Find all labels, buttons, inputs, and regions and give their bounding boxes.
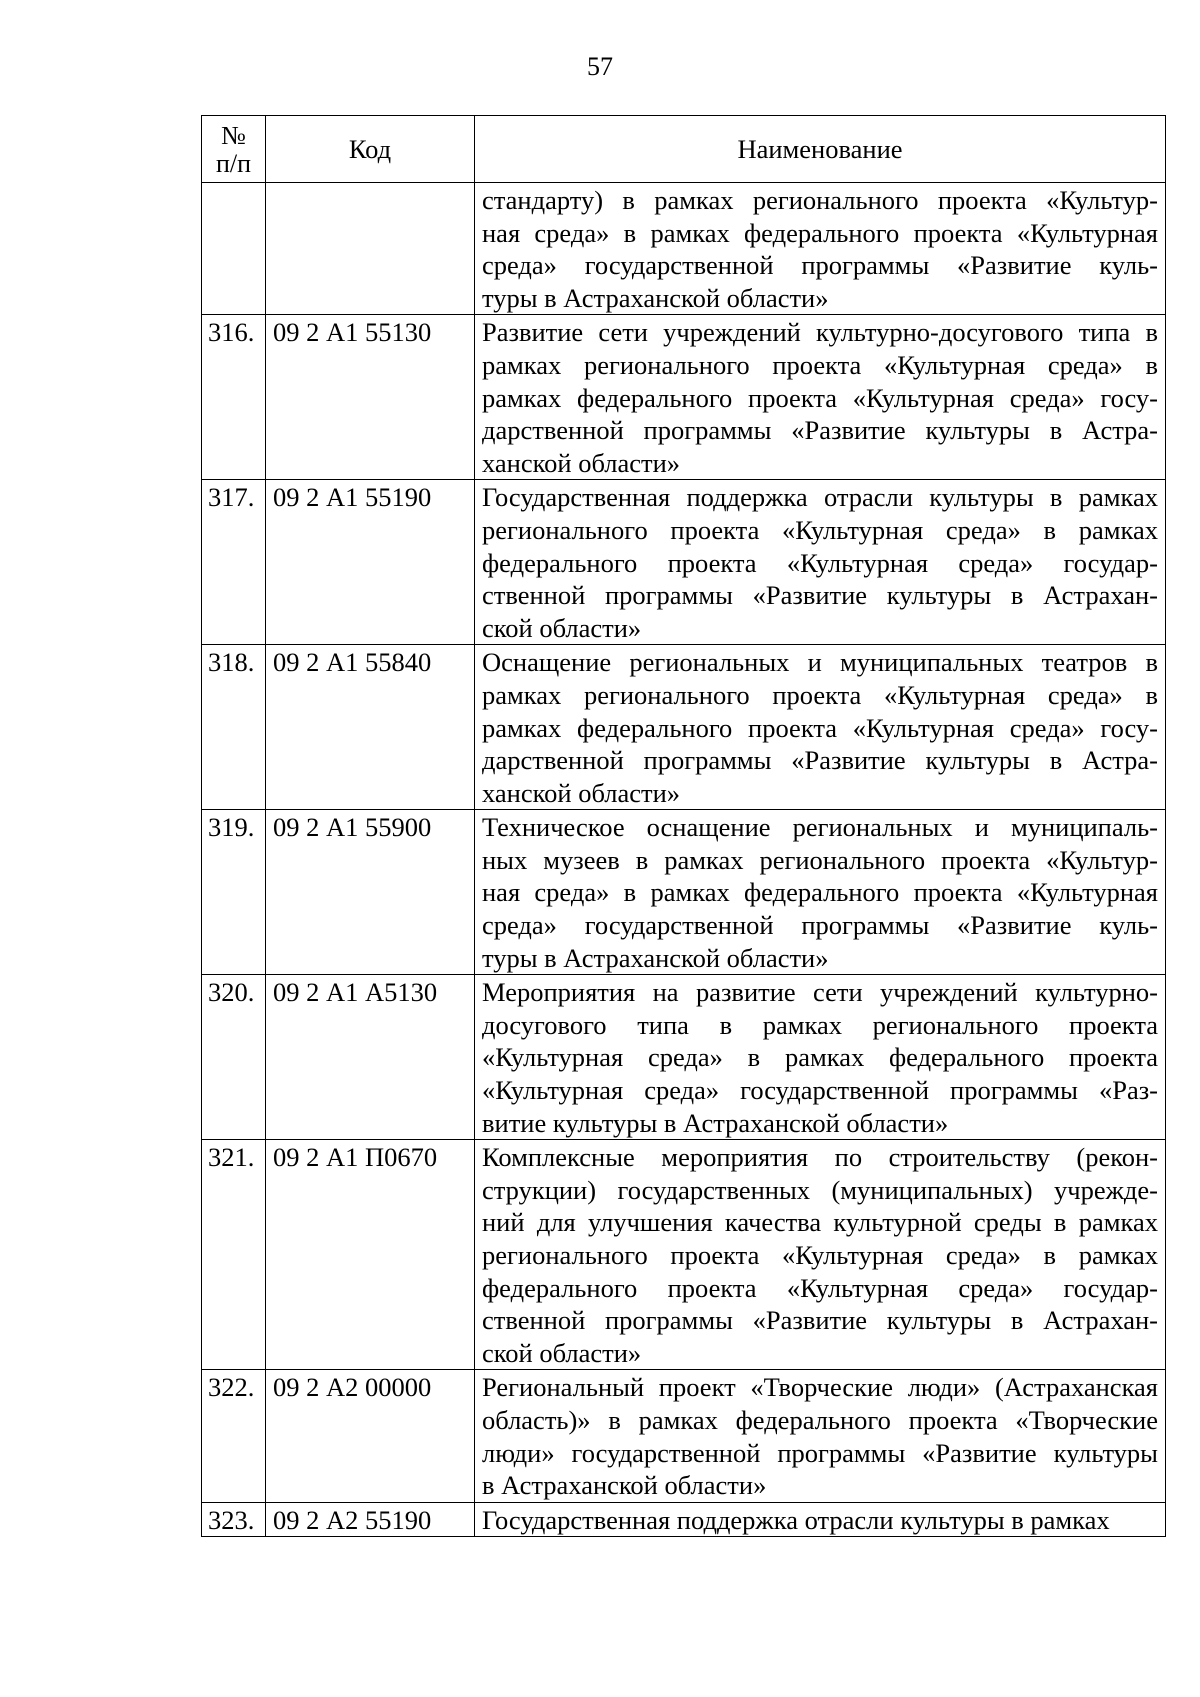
row-name-line: Государственная поддержка отрасли культуры в рамках — [482, 482, 1158, 513]
row-name — [475, 1502, 1166, 1537]
row-name-line: витие культуры в Астраханской области» — [482, 1107, 949, 1138]
row-name-line: «Культурная среда» государственной программы «Раз- — [482, 1075, 1158, 1106]
row-name-line: рамках федерального проекта «Культурная среда» госу- — [482, 712, 1158, 743]
row-code: 09 2 А1 55840 — [266, 645, 475, 810]
row-name-line: регионального проекта «Культурная среда» в рамках — [482, 514, 1158, 545]
row-name — [475, 480, 1166, 645]
row-name-line: стандарту) в рамках регионального проекта «Культур- — [482, 185, 1158, 215]
row-name-line: дарственной программы «Развитие культуры в Астра- — [482, 745, 1158, 776]
table-row — [202, 1370, 1166, 1502]
table-row — [202, 315, 1166, 480]
row-name-line: ний для улучшения качества культурной среды в рамках — [482, 1207, 1158, 1238]
row-number: 322. — [202, 1370, 266, 1502]
header-number-part: п/п — [215, 149, 252, 178]
table-row — [202, 1140, 1166, 1370]
row-code: 09 2 А2 00000 — [266, 1370, 475, 1502]
row-code: 09 2 А2 55190 — [266, 1502, 475, 1537]
row-name-line: среда» государственной программы «Развитие куль- — [482, 250, 1158, 281]
row-name-line: федерального проекта «Культурная среда» государ- — [482, 1272, 1158, 1303]
table-row — [202, 1502, 1166, 1537]
table-row — [202, 810, 1166, 975]
row-name-line: струкции) государственных (муниципальных) учрежде- — [482, 1174, 1158, 1205]
table-row — [202, 480, 1166, 645]
row-name-line: ственной программы «Развитие культуры в Астрахан- — [482, 580, 1158, 611]
row-number: 320. — [202, 975, 266, 1140]
row-name-line: федерального проекта «Культурная среда» государ- — [482, 547, 1158, 578]
row-name — [475, 1370, 1166, 1502]
row-code — [266, 183, 475, 315]
row-name-line: Мероприятия на развитие сети учреждений культурно- — [482, 977, 1158, 1008]
row-name-line: среда» государственной программы «Развитие куль- — [482, 910, 1158, 941]
row-name-line: ная среда» в рамках федерального проекта «Культурная — [482, 217, 1158, 248]
row-number: 316. — [202, 315, 266, 480]
row-number: 318. — [202, 645, 266, 810]
header-name: Наименование — [475, 116, 1166, 183]
row-code: 09 2 А1 55130 — [266, 315, 475, 480]
header-code: Код — [266, 116, 475, 183]
row-name-line: «Культурная среда» в рамках федерального проекта — [482, 1042, 1158, 1073]
row-number: 321. — [202, 1140, 266, 1370]
row-name-line: Комплексные мероприятия по строительству (рекон- — [482, 1142, 1158, 1173]
row-name-line: туры в Астраханской области» — [482, 282, 829, 313]
row-name-line: рамках регионального проекта «Культурная среда» в — [482, 679, 1158, 710]
row-number — [202, 183, 266, 315]
row-name-line: Оснащение региональных и муниципальных театров в — [482, 647, 1158, 678]
row-name — [475, 975, 1166, 1140]
budget-code-table — [201, 115, 1166, 1537]
row-name-line: ная среда» в рамках федерального проекта «Культурная — [482, 877, 1158, 908]
row-name — [475, 183, 1166, 315]
table-header-row — [202, 116, 1166, 183]
row-name-line: туры в Астраханской области» — [482, 942, 829, 973]
table-row — [202, 975, 1166, 1140]
row-name-line: регионального проекта «Культурная среда» в рамках — [482, 1240, 1158, 1270]
row-name — [475, 810, 1166, 975]
row-name-line: Развитие сети учреждений культурно-досугового типа в — [482, 317, 1158, 348]
row-name-line: Региональный проект «Творческие люди» (Астраханская — [482, 1372, 1158, 1403]
row-name-line: досугового типа в рамках регионального проекта — [482, 1009, 1158, 1040]
row-name — [475, 1140, 1166, 1370]
row-name-line: Техническое оснащение региональных и муниципаль- — [482, 812, 1158, 843]
row-name-line: ской области» — [482, 1337, 642, 1368]
row-name — [475, 645, 1166, 810]
row-code: 09 2 А1 А5130 — [266, 975, 475, 1140]
row-code: 09 2 А1 П0670 — [266, 1140, 475, 1370]
row-number: 323. — [202, 1502, 266, 1537]
row-name — [475, 315, 1166, 480]
row-code: 09 2 А1 55900 — [266, 810, 475, 975]
table-row — [202, 645, 1166, 810]
row-name-line: ханской области» — [482, 447, 681, 478]
row-name-line: ханской области» — [482, 777, 681, 808]
header-number — [202, 116, 266, 183]
row-name-line: ской области» — [482, 612, 642, 643]
row-name-line: рамках регионального проекта «Культурная среда» в — [482, 349, 1158, 380]
table-row — [202, 183, 1166, 315]
row-name-line: рамках федерального проекта «Культурная среда» госу- — [482, 382, 1158, 413]
row-name-line: люди» государственной программы «Развитие культуры — [482, 1437, 1158, 1468]
row-name-line: Государственная поддержка отрасли культуры в рамках — [482, 1504, 1110, 1535]
page-number: 57 — [587, 52, 613, 81]
row-name-line: дарственной программы «Развитие культуры в Астра- — [482, 415, 1158, 446]
row-code: 09 2 А1 55190 — [266, 480, 475, 645]
row-name-line: ных музеев в рамках регионального проекта «Культур- — [482, 844, 1158, 875]
row-name-line: ственной программы «Развитие культуры в Астрахан- — [482, 1305, 1158, 1336]
row-name-line: в Астраханской области» — [482, 1470, 767, 1501]
row-name-line: область)» в рамках федерального проекта «Творческие — [482, 1404, 1158, 1435]
header-number-part: № — [221, 121, 246, 150]
row-number: 319. — [202, 810, 266, 975]
row-number: 317. — [202, 480, 266, 645]
